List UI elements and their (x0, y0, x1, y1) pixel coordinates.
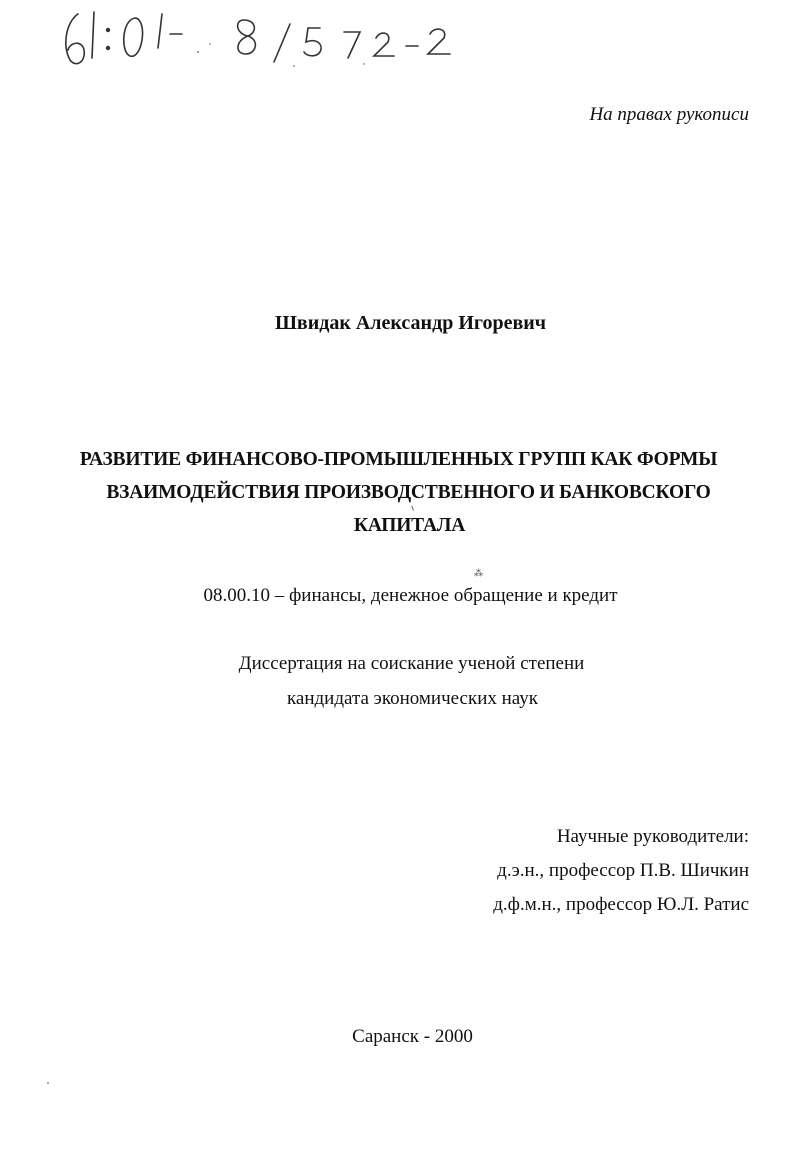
specialty-code: 08.00.10 – финансы, денежное обращение и кредит (203, 585, 618, 606)
title-line-1: РАЗВИТИЕ ФИНАНСОВО-ПРОМЫШЛЕННЫХ ГРУПП КАК ФОРМЫ (79, 449, 718, 470)
author-name: Швидак Александр Игоревич (274, 312, 547, 334)
degree-line-2: кандидата экономических наук (286, 688, 539, 709)
scan-artifact-dot (47, 1082, 49, 1084)
degree-line-1: Диссертация на соискание ученой степени (238, 653, 585, 674)
supervisor-2: д.ф.м.н., профессор Ю.Л. Ратис (493, 894, 749, 915)
supervisors-heading: Научные руководители: (556, 826, 749, 847)
place-year: Саранск - 2000 (352, 1026, 473, 1047)
scan-artifact-mark (411, 504, 417, 510)
rights-note: На правах рукописи (589, 104, 749, 125)
supervisor-1: д.э.н., профессор П.В. Шичкин (497, 860, 749, 881)
scan-artifact-speck: ⁂ (474, 568, 483, 578)
title-line-2: ВЗАИМОДЕЙСТВИЯ ПРОИЗВОДСТВЕННОГО И БАНКОВСКОГО (106, 482, 711, 503)
title-line-3: КАПИТАЛА (353, 515, 466, 536)
handwritten-catalog-number (58, 4, 458, 74)
